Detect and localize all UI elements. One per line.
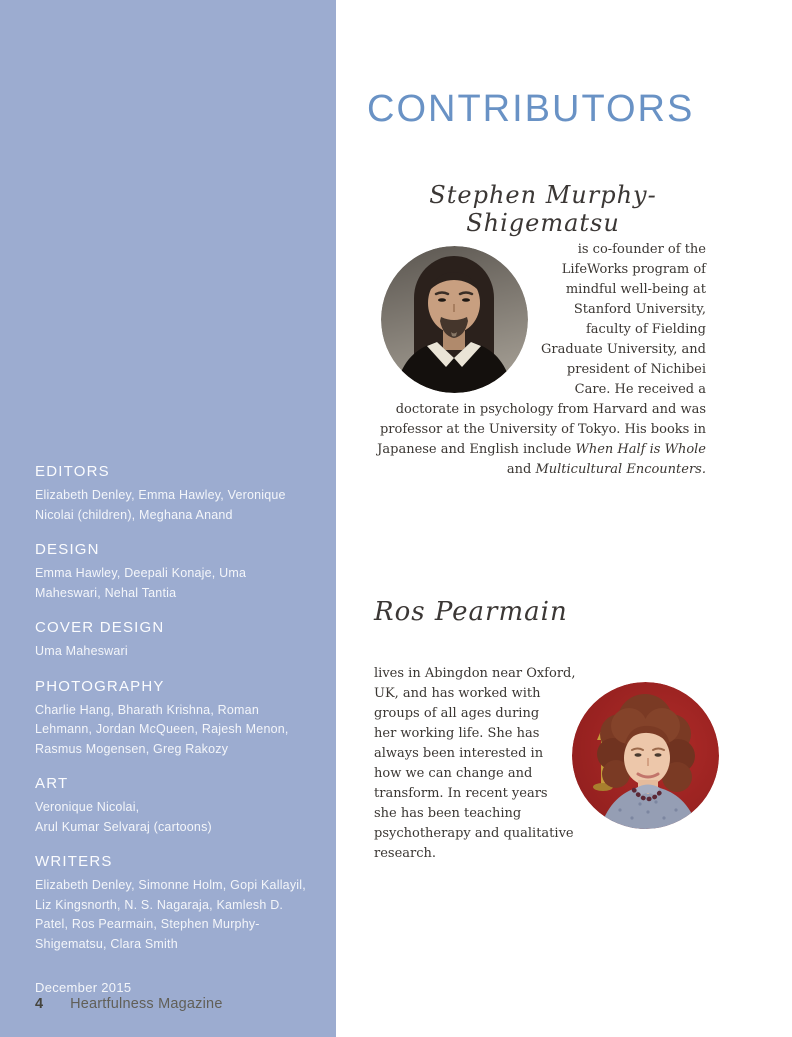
contributors-content [336,0,792,1037]
credit-section-design [35,541,311,603]
credit-names [35,798,311,837]
issue-date: December 2015 [35,980,132,995]
contributor-bio-stephen [369,240,706,480]
ros-portrait-photo [572,682,719,829]
contributor-name-stephen: Stephen Murphy-Shigematsu [429,181,657,237]
credits-list [35,463,311,995]
credit-names: Elizabeth Denley, Simonne Holm, Gopi Kallayil, Liz Kingsnorth, N. S. Nagaraja, Kamlesh D. Patel, Ros Pearmain, Stephen Murphy-Shigematsu, Clara Smith [35,878,306,951]
credit-title: EDITORS [35,463,110,480]
ros-portrait-graphic [572,682,719,829]
art-credit-line-1: Veronique Nicolai, [35,800,140,814]
book-title: When Half is Whole [575,442,706,457]
page-footer [35,996,223,1012]
stephen-portrait-graphic [381,246,528,393]
contributor-bio-ros [374,664,719,864]
credit-section-writers [35,853,311,954]
art-credit-line-2: Arul Kumar Selvaraj (cartoons) [35,819,212,834]
credit-title: ART [35,775,69,792]
credit-section-editors [35,463,311,525]
credit-names: Elizabeth Denley, Emma Hawley, Veronique Nicolai (children), Meghana Anand [35,488,286,522]
credit-names: Charlie Hang, Bharath Krishna, Roman Lehmann, Jordan McQueen, Rajesh Menon, Rasmus Mogensen, Greg Rakozy [35,702,289,756]
book-title: Multicultural Encounters. [535,462,706,477]
credit-names: Emma Hawley, Deepali Konaje, Uma Maheswari, Nehal Tantia [35,566,247,600]
contributor-name-ros: Ros Pearmain [374,597,568,627]
credits-sidebar [0,0,336,1037]
credit-section-cover-design [35,619,311,662]
page-number: 4 [35,996,44,1012]
stephen-portrait-photo [381,246,528,393]
contributor-bio-text: lives in Abingdon near Oxford, UK, and has worked with groups of all ages during her working life. She has always been interested in how we can change and transform. In recent years she has been teaching psychotherapy and qualitative research. [374,666,576,861]
page-title: CONTRIBUTORS [367,88,695,130]
credit-section-art [35,775,311,837]
bio-text-main: is co-founder of the LifeWorks program of mindful well-being at Stanford University, faculty of Fielding Graduate University, and president of Nichibei Care. He received a doctorate in psychology from Harvard and was professor at the University of Tokyo. His books in Japanese and English include [377,242,706,457]
credit-title: WRITERS [35,853,113,870]
credit-title: PHOTOGRAPHY [35,677,165,695]
credit-title: DESIGN [35,541,100,558]
bio-text-connector: and [506,462,536,477]
credit-section-photography [35,678,311,760]
credit-title: COVER DESIGN [35,619,165,636]
magazine-title: Heartfulness Magazine [70,996,223,1012]
credit-names: Uma Maheswari [35,644,128,658]
